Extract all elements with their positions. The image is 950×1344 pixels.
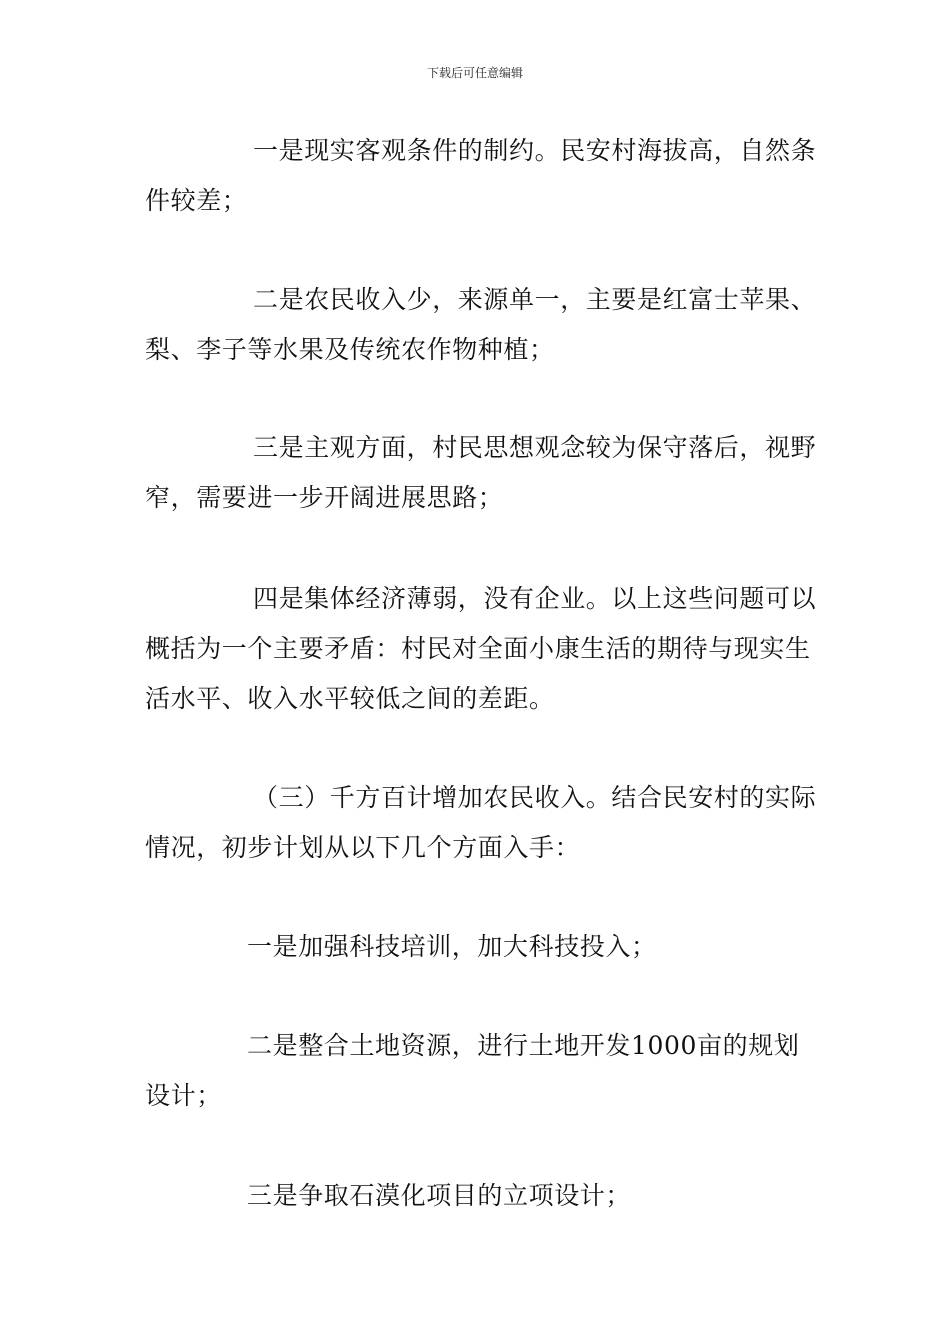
paragraph-7: 二是整合土地资源，进行土地开发1000亩的规划设计； — [145, 1031, 800, 1110]
page-header: 下载后可任意编辑 — [426, 66, 523, 80]
paragraph-6: 一是加强科技培训，加大科技投入； — [247, 932, 657, 961]
paragraph-3: 三是主观方面，村民思想观念较为保守落后，视野窄，需要进一步开阔进展思路； — [145, 433, 817, 512]
paragraph-8: 三是争取石漠化项目的立项设计； — [247, 1181, 632, 1210]
paragraph-4: 四是集体经济薄弱，没有企业。以上这些问题可以概括为一个主要矛盾：村民对全面小康生活的期待与现实生活水平、收入水平较低之间的差距。 — [145, 584, 817, 713]
paragraph-5: （三）千方百计增加农民收入。结合民安村的实际情况，初步计划从以下几个方面入手： — [145, 783, 817, 862]
paragraph-2: 二是农民收入少，来源单一，主要是红富士苹果、梨、李子等水果及传统农作物种植； — [145, 285, 817, 364]
paragraph-1: 一是现实客观条件的制约。民安村海拔高，自然条件较差； — [145, 136, 817, 215]
